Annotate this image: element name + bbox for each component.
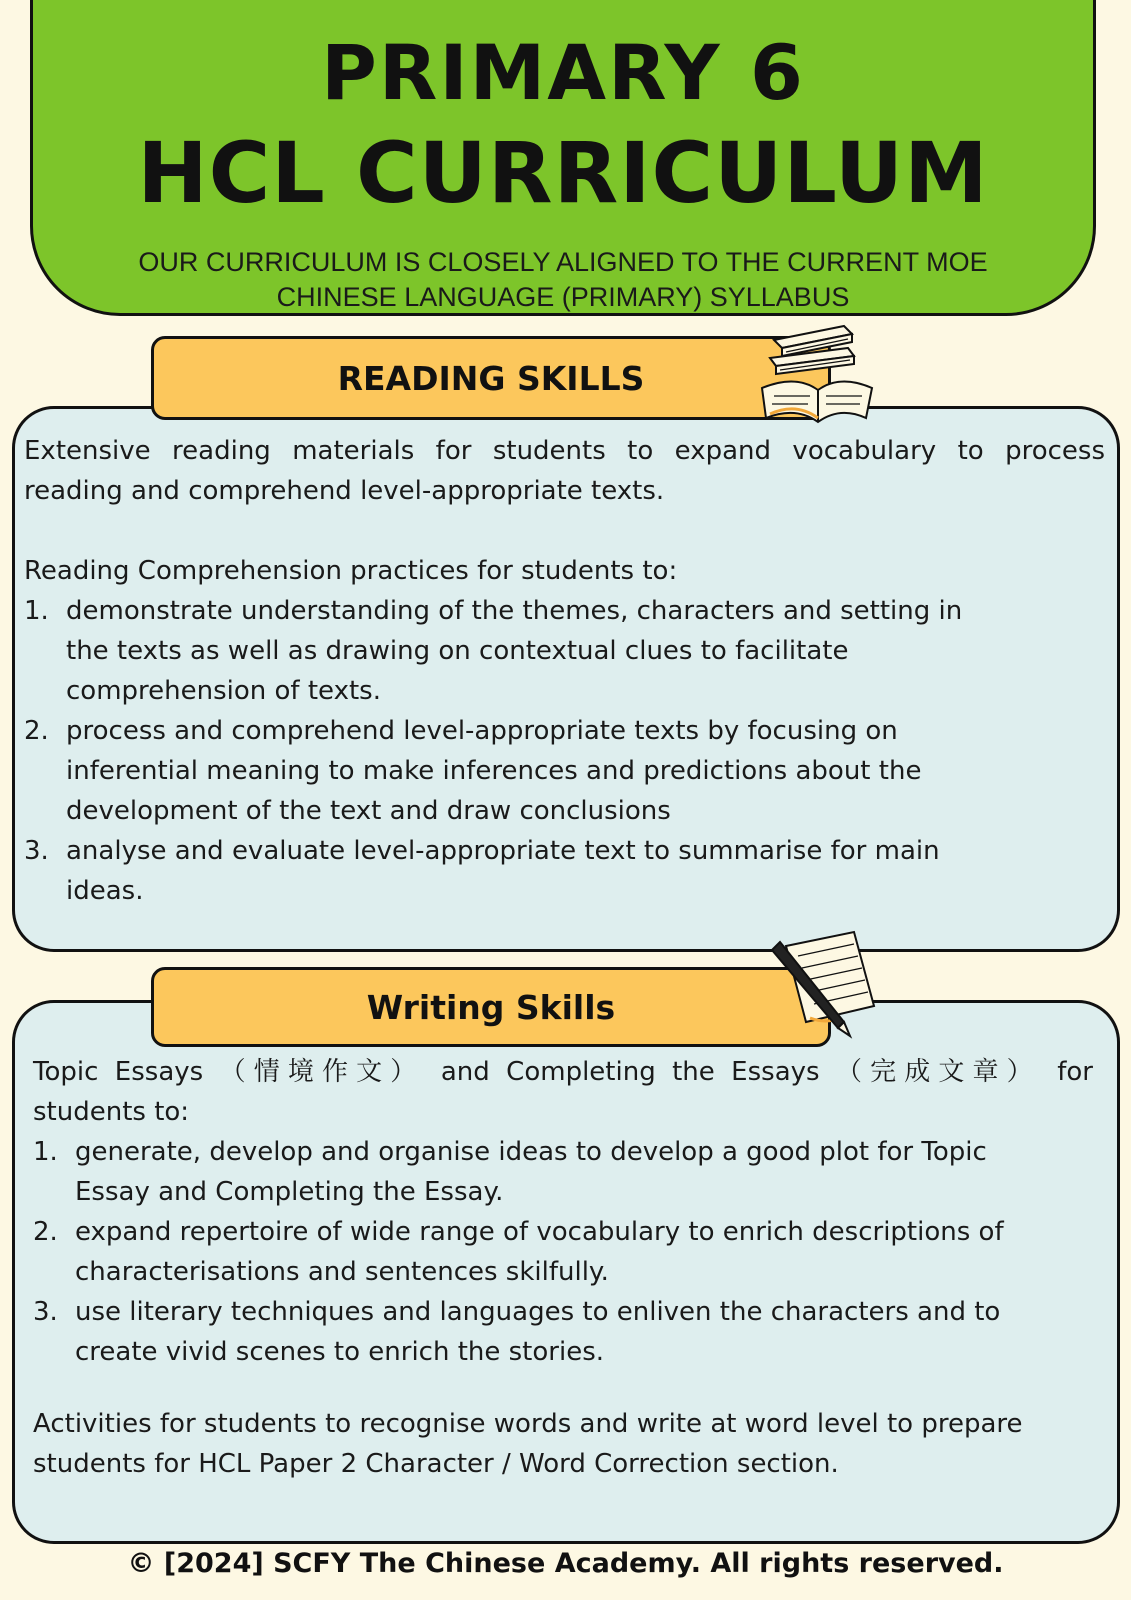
list-item-text: the texts as well as drawing on contextual clues to facilitate bbox=[66, 636, 849, 666]
reading-list bbox=[24, 591, 1084, 911]
reading-intro-line1: Extensive reading materials for students to expand vocabulary to process bbox=[24, 436, 1105, 466]
list-item-text: inferential meaning to make inferences and predictions about the bbox=[66, 756, 922, 786]
pen-paper-icon bbox=[764, 928, 882, 1040]
list-item bbox=[24, 711, 1084, 831]
list-number: 3. bbox=[33, 1297, 58, 1327]
page-title-line1: PRIMARY 6 bbox=[321, 28, 805, 117]
list-number: 1. bbox=[24, 596, 49, 626]
writing-list bbox=[33, 1132, 1093, 1372]
list-number: 3. bbox=[24, 836, 49, 866]
writing-closing-line2: students for HCL Paper 2 Character / Word Correction section. bbox=[33, 1449, 839, 1479]
reading-skills-heading: READING SKILLS bbox=[151, 336, 831, 420]
header-banner bbox=[30, 0, 1096, 316]
books-icon bbox=[756, 318, 878, 428]
writing-skills-heading: Writing Skills bbox=[151, 967, 831, 1047]
list-item bbox=[33, 1212, 1093, 1292]
list-item bbox=[33, 1132, 1093, 1212]
list-item-text: Essay and Completing the Essay. bbox=[75, 1177, 504, 1207]
reading-intro bbox=[24, 431, 1105, 471]
list-number: 2. bbox=[24, 716, 49, 746]
writing-closing bbox=[33, 1404, 1093, 1484]
list-item-text: create vivid scenes to enrich the stories. bbox=[75, 1337, 605, 1367]
reading-lead: Reading Comprehension practices for students to: bbox=[24, 556, 678, 586]
reading-intro-line2: reading and comprehend level-appropriate texts. bbox=[24, 476, 665, 506]
list-item-text: analyse and evaluate level-appropriate text to summarise for main bbox=[66, 836, 940, 866]
reading-intro-cont bbox=[24, 471, 1105, 511]
writing-lead-line2: students to: bbox=[33, 1097, 190, 1127]
list-item-text: characterisations and sentences skilfully. bbox=[75, 1257, 609, 1287]
writing-closing-line1: Activities for students to recognise words and write at word level to prepare bbox=[33, 1409, 1023, 1439]
list-item-text: ideas. bbox=[66, 876, 144, 906]
list-item-text: comprehension of texts. bbox=[66, 676, 381, 706]
list-number: 2. bbox=[33, 1217, 58, 1247]
list-number: 1. bbox=[33, 1137, 58, 1167]
writing-lead-line1: Topic Essays （情境作文） and Completing the Essays （完成文章） for bbox=[33, 1057, 1093, 1087]
reading-list-block bbox=[24, 551, 1084, 911]
list-item-text: expand repertoire of wide range of vocabulary to enrich descriptions of bbox=[75, 1217, 1004, 1247]
subtitle-line1: OUR CURRICULUM IS CLOSELY ALIGNED TO THE CURRENT MOE bbox=[138, 247, 988, 277]
writing-lead bbox=[33, 1052, 1093, 1092]
subtitle bbox=[73, 245, 1053, 315]
list-item-text: demonstrate understanding of the themes, characters and setting in bbox=[66, 596, 963, 626]
copyright-footer: © [2024] SCFY The Chinese Academy. All rights reserved. bbox=[127, 1548, 1004, 1579]
list-item bbox=[33, 1292, 1093, 1372]
list-item bbox=[24, 591, 1084, 711]
writing-list-block bbox=[33, 1092, 1093, 1372]
list-item-text: use literary techniques and languages to enliven the characters and to bbox=[75, 1297, 1001, 1327]
list-item-text: process and comprehend level-appropriate texts by focusing on bbox=[66, 716, 898, 746]
list-item-text: generate, develop and organise ideas to develop a good plot for Topic bbox=[75, 1137, 987, 1167]
subtitle-line2: CHINESE LANGUAGE (PRIMARY) SYLLABUS bbox=[276, 282, 850, 312]
list-item bbox=[24, 831, 1084, 911]
page-title-line2: HCL CURRICULUM bbox=[137, 124, 989, 222]
list-item-text: development of the text and draw conclusions bbox=[66, 796, 671, 826]
